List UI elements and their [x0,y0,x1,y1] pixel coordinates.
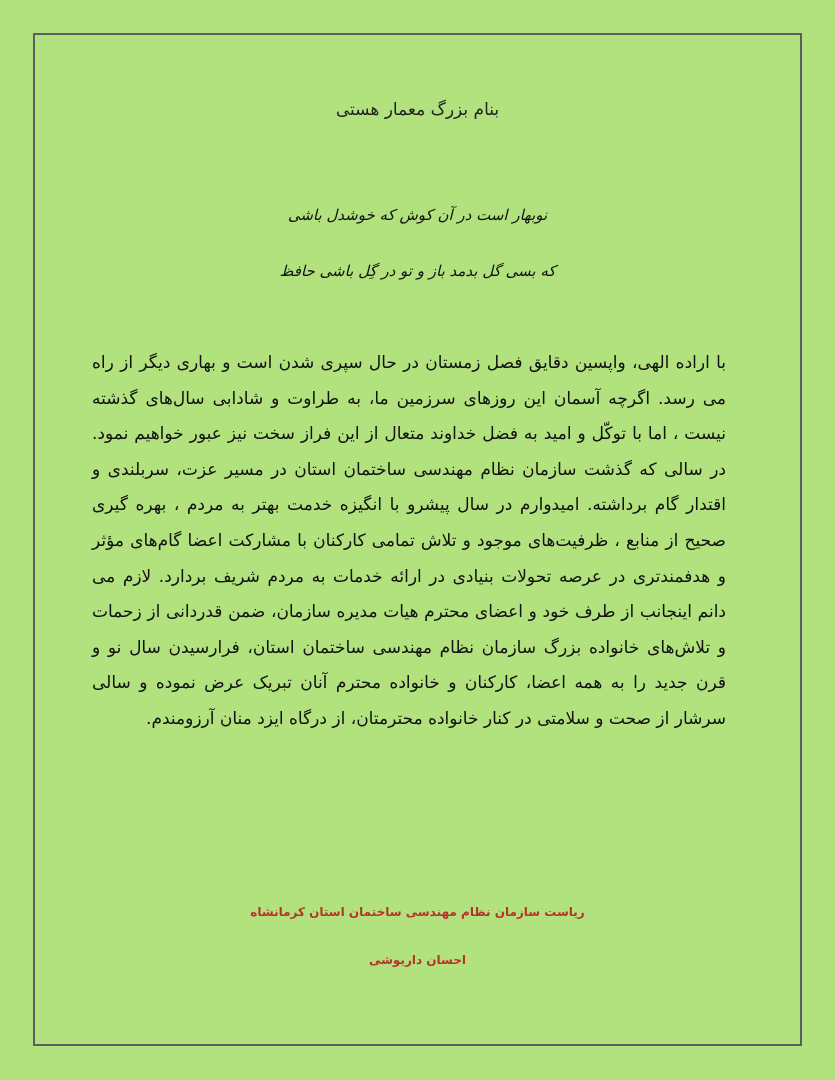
signature-organization: ریاست سازمان نظام مهندسی ساختمان استان کرمانشاه [250,905,585,919]
message-body: با اراده الهی، واپسین دقایق فصل زمستان در حال سپری شدن است و بهاری دیگر از راه می رسد. اگرچه آسمان این روزهای سرزمین ما، به طراوت و شادابی سال‌های گذشته نیست ، اما با توکّل و امید به فضل خداوند متعال از این فراز سخت نیز عبور خواهیم نمود. در سالی که گذشت سازمان نظام مهندسی ساختمان استان در مسیر عزت، سربلندی و اقتدار گام برداشته. امیدوارم در سال پیشرو با انگیزه خدمت بهتر به مردم ، بهره گیری صحیح از منابع ، ظرفیت‌های موجود و تلاش تمامی کارکنان با مشارکت اعضا گام‌های مؤثر و هدفمندتری در عرصه تحولات بنیادی در ارائه خدمات به مردم شریف بردارد. لازم می دانم اینجانب از طرف خود و اعضای محترم هیات مدیره سازمان، ضمن قدردانی از زحمات و تلاش‌های خانواده بزرگ سازمان نظام مهندسی ساختمان استان، فرارسیدن سال نو و قرن جدید را به همه اعضا، کارکنان و خانواده محترم آنان تبریک عرض نموده و سالی سرشار از صحت و سلامتی در کنار خانواده محترمتان، از درگاه ایزد منان آرزومندم. [92,353,726,729]
page-title: بنام بزرگ معمار هستی [335,100,500,120]
signature-name: احسان داریوشی [368,953,467,967]
poem-line-1: نوبهار است در آن کوش که خوشدل باشی [287,206,548,224]
poem-line-2: که بسی گل بدمد باز و تو در گِل باشی حافظ [279,262,556,280]
